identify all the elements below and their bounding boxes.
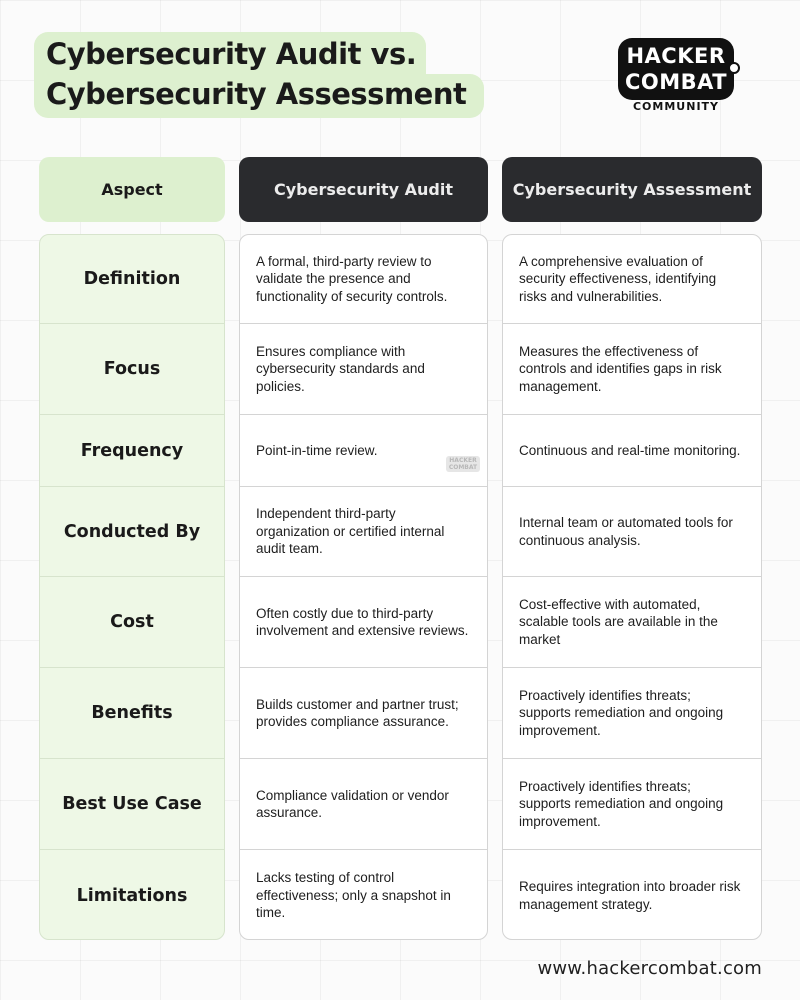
assessment-text: Proactively identifies threats; supports remediation and ongoing improvement. — [519, 778, 724, 829]
aspect-cell — [40, 667, 224, 758]
aspect-label: Frequency — [80, 440, 184, 461]
aspect-cell — [40, 323, 224, 414]
audit-text: Ensures compliance with cybersecurity standards and policies. — [256, 343, 425, 394]
aspect-column — [39, 234, 225, 940]
logo-subtitle: COMMUNITY — [632, 100, 720, 113]
assessment-text: Requires integration into broader risk management strategy. — [519, 879, 741, 912]
aspect-label: Definition — [83, 269, 181, 289]
aspect-label: Focus — [103, 359, 161, 379]
aspect-cell — [40, 235, 224, 323]
assessment-cell — [503, 667, 761, 758]
assessment-cell — [503, 758, 761, 849]
assessment-cell — [503, 849, 761, 940]
assessment-cell — [503, 323, 761, 414]
watermark-line-2: COMBAT — [448, 464, 478, 471]
audit-text: Often costly due to third-party involvement and extensive reviews. — [256, 605, 469, 638]
audit-text: Lacks testing of control effectiveness; only a snapshot in time. — [256, 870, 451, 921]
audit-text: A formal, third-party review to validate the presence and functionality of security controls. — [256, 253, 448, 304]
website-url: www.hackercombat.com — [537, 958, 762, 979]
page-title-line-2: Cybersecurity Assessment — [34, 74, 484, 118]
header-assessment: Cybersecurity Assessment — [502, 157, 762, 222]
audit-cell — [240, 667, 487, 758]
audit-cell — [240, 758, 487, 849]
aspect-label: Conducted By — [63, 521, 201, 542]
aspect-cell — [40, 414, 224, 486]
assessment-cell — [503, 576, 761, 667]
logo-dot-icon — [728, 62, 740, 74]
aspect-label: Benefits — [91, 703, 173, 723]
header-audit: Cybersecurity Audit — [239, 157, 488, 222]
aspect-label: Limitations — [76, 885, 188, 906]
assessment-text: Internal team or automated tools for continuous analysis. — [519, 515, 733, 548]
logo-line-2: COMBAT — [624, 70, 728, 94]
audit-cell — [240, 323, 487, 414]
aspect-label: Best Use Case — [62, 794, 202, 814]
aspect-label: Cost — [110, 612, 154, 632]
assessment-text: Continuous and real-time monitoring. — [519, 442, 741, 458]
audit-column — [239, 234, 488, 940]
audit-cell — [240, 849, 487, 940]
aspect-cell — [40, 849, 224, 940]
logo-line-1: HACKER — [626, 44, 726, 68]
audit-text: Compliance validation or vendor assurance. — [256, 787, 449, 820]
watermark-line-1: HACKER — [449, 457, 477, 464]
assessment-cell — [503, 414, 761, 486]
logo-badge — [618, 38, 734, 100]
assessment-text: Measures the effectiveness of controls and identifies gaps in risk management. — [519, 343, 722, 394]
assessment-text: Cost-effective with automated, scalable tools are available in the market — [519, 596, 718, 647]
header-aspect: Aspect — [39, 157, 225, 222]
assessment-column — [502, 234, 762, 940]
assessment-text: A comprehensive evaluation of security effectiveness, identifying risks and vulnerabilities. — [519, 253, 717, 304]
aspect-cell — [40, 576, 224, 667]
audit-cell — [240, 576, 487, 667]
audit-cell — [240, 414, 487, 486]
assessment-cell — [503, 235, 761, 323]
aspect-cell — [40, 486, 224, 576]
hacker-combat-logo — [614, 38, 738, 118]
assessment-text: Proactively identifies threats; supports remediation and ongoing improvement. — [519, 687, 724, 738]
audit-text: Independent third-party organization or certified internal audit team. — [256, 506, 445, 557]
page-title-line-1: Cybersecurity Audit vs. — [34, 32, 426, 76]
audit-cell — [240, 486, 487, 576]
audit-cell — [240, 235, 487, 323]
audit-text: Builds customer and partner trust; provides compliance assurance. — [256, 696, 459, 729]
audit-text: Point-in-time review. — [256, 442, 378, 458]
watermark-logo — [446, 456, 480, 472]
assessment-cell — [503, 486, 761, 576]
aspect-cell — [40, 758, 224, 849]
